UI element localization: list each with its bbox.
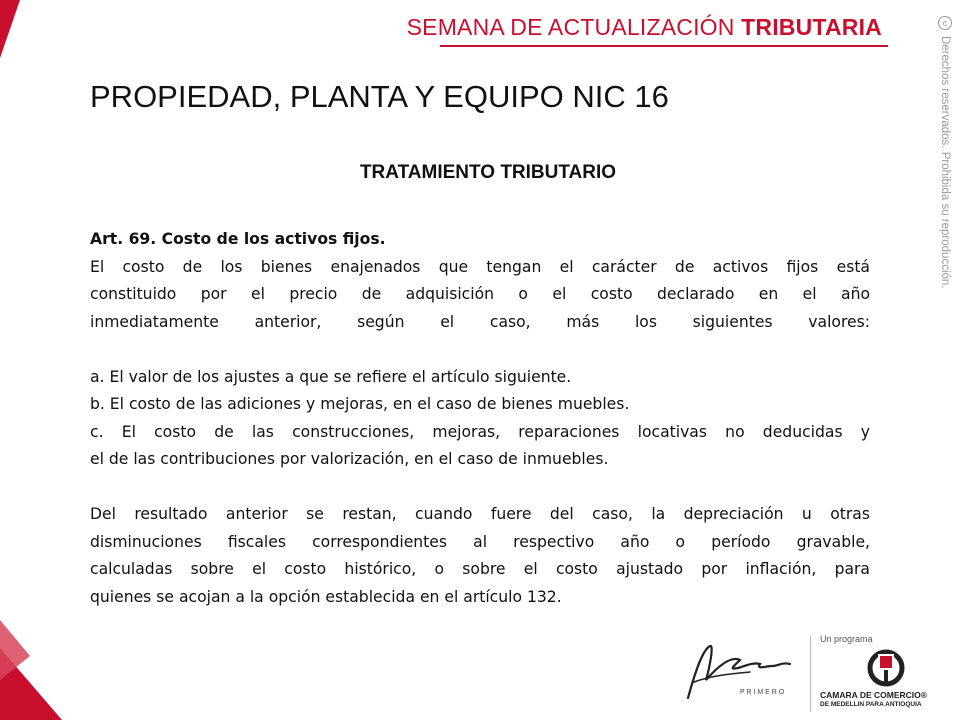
paragraph2-line: quienes se acojan a la opción establecida en el artículo 132.: [90, 587, 562, 606]
list-item-a: a. El valor de los ajustes a que se refiere el artículo siguiente.: [90, 367, 572, 386]
copyright-text: Derechos reservados. Prohibida su reproducción.: [939, 36, 951, 289]
paragraph1-line: El costo de los bienes enajenados que tengan el carácter de activos fijos está: [90, 257, 870, 276]
paragraph2-line: calculadas sobre el costo histórico, o sobre el costo ajustado por inflación, para: [90, 560, 870, 578]
paragraph2-line: disminuciones fiscales correspondientes al respectivo año o período gravable,: [90, 532, 870, 551]
list-item-c-line: el de las contribuciones por valorización, en el caso de inmuebles.: [90, 450, 609, 468]
org-name: CAMARA DE COMERCIO®: [820, 690, 928, 700]
header-rule: [440, 45, 888, 47]
article-heading: Art. 69. Costo de los activos fijos.: [90, 230, 386, 248]
top-left-red-accent: [0, 0, 20, 58]
paragraph1-line: constituido por el precio de adquisición o el costo declarado en el año: [90, 285, 870, 303]
program-label: Un programa: [820, 634, 873, 644]
paragraph1-line: inmediatamente anterior, según el caso, más los siguientes valores:: [90, 312, 870, 331]
copyright-note: [934, 16, 956, 296]
list-item-b: b. El costo de las adiciones y mejoras, en el caso de bienes muebles.: [90, 395, 630, 413]
event-title: SEMANA DE ACTUALIZACIÓN TRIBUTARIA: [406, 14, 882, 40]
bottom-left-red-accent: [0, 620, 62, 720]
list-item-c-line: c. El costo de las construcciones, mejoras, reparaciones locativas no deducidas y: [90, 422, 870, 441]
afiliados-signature-logo: [680, 636, 804, 710]
chamber-logo-block: [820, 634, 950, 714]
footer-divider: [810, 636, 811, 712]
signature-caption: P R I M E R O: [740, 689, 785, 696]
org-subtitle: DE MEDELLIN PARA ANTIOQUIA: [820, 701, 922, 708]
chamber-logo-icon: [866, 648, 906, 688]
slide-subtitle: TRATAMIENTO TRIBUTARIO: [359, 162, 617, 183]
slide-body: [90, 226, 870, 611]
paragraph2-line: Del resultado anterior se restan, cuando fuere del caso, la depreciación u otras: [90, 505, 870, 523]
copyright-icon: c: [938, 16, 952, 30]
slide-title: PROPIEDAD, PLANTA Y EQUIPO NIC 16: [90, 79, 669, 114]
